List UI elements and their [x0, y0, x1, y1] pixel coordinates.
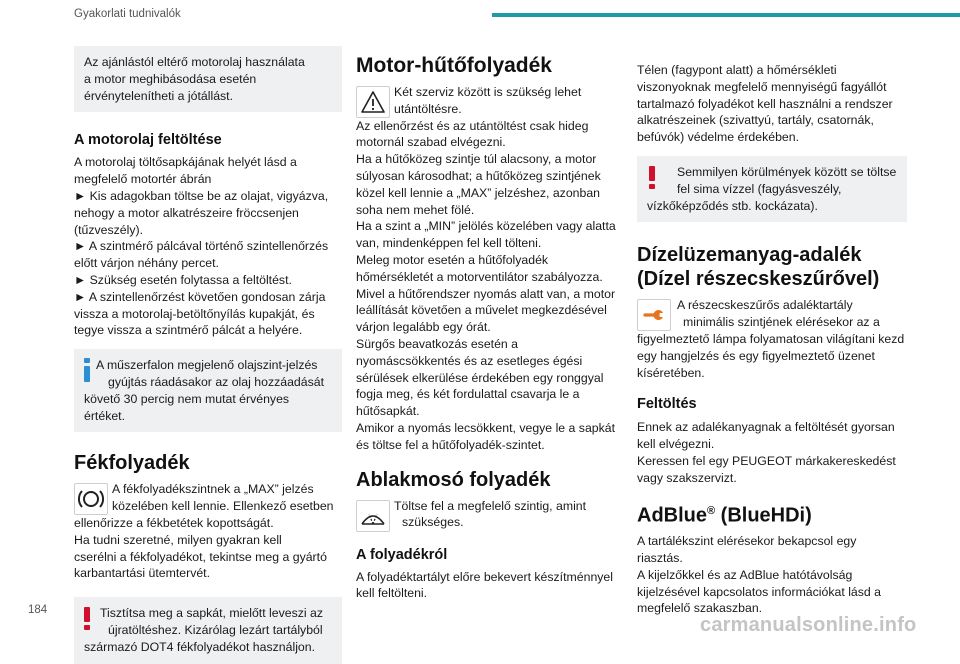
text-line: alkatrészeinek (szivattyú, tartály, csatornák,	[637, 113, 874, 128]
text-line: A fékfolyadékszintnek a „MAX” jelzés	[112, 482, 314, 497]
info-line: követő 30 percig nem mutat érvényes értéket.	[84, 391, 290, 423]
text-line: kíséretében.	[637, 365, 705, 380]
text-line: Két szerviz között is szükség lehet	[394, 85, 582, 99]
adblue-text	[637, 533, 907, 617]
text-line: Az ellenőrzést és az utántöltést csak hideg	[356, 118, 589, 133]
warning-triangle-icon	[356, 86, 390, 118]
note-line: érvénytelenítheti a jótállást.	[84, 88, 234, 103]
note-box-oil	[74, 46, 342, 112]
text-line: viszonyoknak megfelelő mennyiségű fagyállót	[637, 79, 887, 94]
warning-icon	[649, 166, 655, 190]
registered-mark: ®	[707, 504, 716, 517]
text-line: Télen (fagypont alatt) a hőmérsékleti	[637, 63, 837, 77]
text-line: vissza a motorolaj-betöltőnyílás kupakját, és	[74, 306, 315, 321]
text-line: Töltse fel a megfelelő szintig, amint	[394, 498, 587, 513]
text-line: van, mindenképpen fel kell tölteni.	[356, 236, 542, 251]
text-line: utántöltésre.	[394, 101, 462, 116]
warning-line: újratöltéshez. Kizárólag lezárt tartályból	[108, 622, 323, 637]
column-1	[74, 46, 342, 664]
text-line: ► A szintellenőrzést követően gondosan zárja	[74, 289, 326, 304]
adblue-heading-text: AdBlue	[637, 504, 707, 527]
text-line: hűtősapkát.	[356, 404, 420, 419]
warning-box-water	[637, 156, 907, 222]
text-line: előtt várjon néhány percet.	[74, 256, 219, 271]
text-line: és töltse fel a hűtőfolyadék-szintet.	[356, 437, 545, 452]
text-line: megfelelő motortér ábrán	[74, 172, 212, 187]
text-line: befúvók) védelme érdekében.	[637, 130, 800, 145]
column-2	[356, 54, 616, 602]
text-line: riasztás.	[637, 551, 683, 565]
adblue-heading-rest: (BlueHDi)	[715, 504, 812, 527]
text-line: Mivel a hűtőrendszer nyomás alatt van, a motor	[356, 286, 616, 301]
text-line: (tűzveszély).	[74, 222, 144, 237]
refill-heading: Feltöltés	[637, 396, 697, 413]
text-line: ellenőrizze a fékbetétek kopottságát.	[74, 515, 274, 530]
text-line: Meleg motor esetén a hűtőfolyadék	[356, 252, 549, 267]
oil-fill-text	[74, 154, 342, 339]
text-line: tartalmazó folyadékot kell használni a rendszer	[637, 96, 893, 111]
brake-fluid-icon	[74, 483, 108, 515]
page-number: 184	[28, 604, 48, 616]
text-line: karbantartási ütemtervét.	[74, 566, 211, 581]
wrench-icon	[637, 299, 671, 331]
header-accent-bar	[492, 13, 960, 17]
brake-fluid-heading: Fékfolyadék	[74, 452, 190, 475]
brake-fluid-text	[74, 481, 342, 582]
text-line: várjon legalább egy órát.	[356, 320, 491, 335]
coolant-heading: Motor-hűtőfolyadék	[356, 54, 552, 77]
text-line: Sürgős beavatkozás esetén a	[356, 336, 519, 351]
warning-line: származó DOT4 fékfolyadékot használjon.	[84, 639, 316, 654]
header-title: Gyakorlati tudnivalók	[74, 8, 181, 20]
coolant-text	[356, 84, 616, 454]
note-line: Az ajánlástól eltérő motorolaj használata	[84, 55, 305, 69]
text-line: Ha tudni szeretné, milyen gyakran kell	[74, 532, 282, 547]
fluids-text	[356, 569, 616, 603]
washer-fluid-text	[356, 498, 616, 534]
warning-line: Semmilyen körülmények között se töltse	[677, 164, 897, 179]
text-line: súlyosan károsodhat; a hűtőközeg szintjének	[356, 168, 601, 183]
info-icon	[84, 358, 90, 382]
text-line: vagy szakszervizt.	[637, 470, 737, 485]
text-line: nyomáscsökkentés és az esetleges égési	[356, 353, 583, 368]
text-line: kijelzésével kapcsolatos információkat lásd a	[637, 584, 882, 599]
text-line: A folyadéktartályt előre bekevert készítménnyel	[356, 569, 613, 584]
warning-icon	[84, 607, 90, 631]
warning-line: Tisztítsa meg a sapkát, mielőtt leveszi az	[100, 606, 324, 621]
diesel-heading-line: Dízelüzemanyag-adalék	[637, 244, 862, 267]
warning-line: fel sima vízzel (fagyásveszély,	[677, 181, 842, 196]
text-line: soha nem mehet fölé.	[356, 202, 475, 217]
text-line: ► Szükség esetén folytassa a feltöltést.	[74, 272, 292, 287]
diesel-additive-text	[637, 297, 907, 381]
diesel-additive-heading	[637, 243, 907, 291]
text-line: ► A szintmérő pálcával történő szintellenőrzés	[74, 239, 329, 254]
text-line: Keressen fel egy PEUGEOT márkakereskedést	[637, 453, 896, 468]
text-line: A tartálékszint elérésekor bekapcsol egy	[637, 534, 857, 549]
text-line: hőmérsékletét a motorventilátor szabályozza.	[356, 269, 603, 284]
oil-fill-heading: A motorolaj feltöltése	[74, 132, 222, 149]
text-line: fogja meg, és két fordulattal csavarja le a	[356, 387, 580, 402]
text-line: A részecskeszűrős adaléktartály	[677, 298, 853, 313]
text-line: egy hangjelzés és egy figyelmeztető üzenet	[637, 348, 875, 363]
refill-text	[637, 419, 907, 486]
text-line: közelében kell lennie. Ellenkező esetben	[112, 499, 334, 514]
adblue-heading	[637, 499, 907, 528]
text-line: szükséges.	[402, 515, 464, 530]
text-line: nehogy a motor alkatrészeire fröccsenjen	[74, 205, 299, 220]
info-box-oil-gauge	[74, 349, 342, 432]
text-line: cserélni a fékfolyadékot, tekintse meg a gyártó	[74, 549, 327, 564]
text-line: sérülések elkerülése érdekében egy ronggyal	[356, 370, 604, 385]
note-line: a motor meghibásodása esetén	[84, 71, 257, 86]
text-line: A kijelzőkkel és az AdBlue hatótávolság	[637, 567, 853, 582]
text-line: figyelmeztető lámpa folyamatosan világítani kezd	[637, 331, 905, 346]
info-line: gyújtás ráadásakor az olaj hozzáadását	[108, 374, 325, 389]
text-line: tegye vissza a szintmérő pálcát a helyére.	[74, 323, 303, 338]
text-line: kell feltölteni.	[356, 586, 428, 601]
warning-box-brake	[74, 597, 342, 663]
text-line: A motorolaj töltősapkájának helyét lásd a	[74, 155, 297, 170]
winter-text	[637, 62, 907, 146]
text-line: Ha a hűtőközeg szintje túl alacsony, a motor	[356, 152, 597, 167]
text-line: leállítását követően a művelet megkezdésével	[356, 303, 607, 318]
diesel-heading-line: (Dízel részecskeszűrővel)	[637, 268, 880, 291]
fluids-heading: A folyadékról	[356, 546, 448, 563]
text-line: motornál szabad elvégezni.	[356, 135, 506, 150]
text-line: minimális szintjének elérésekor az a	[683, 315, 880, 330]
watermark: carmanualsonline.info	[700, 614, 917, 636]
info-line: A műszerfalon megjelenő olajszint-jelzés	[96, 358, 318, 373]
windscreen-washer-icon	[356, 500, 390, 532]
washer-fluid-heading: Ablakmosó folyadék	[356, 468, 551, 491]
text-line: kell elvégezni.	[637, 437, 715, 452]
column-3	[637, 62, 907, 617]
text-line: Ennek az adalékanyagnak a feltöltését gyorsan	[637, 420, 895, 435]
text-line: megfelelő szakaszban.	[637, 601, 763, 616]
warning-line: vízkőképződés stb. kockázata).	[647, 198, 818, 213]
text-line: közel kell lennie a „MAX” jelzéshez, azonban	[356, 185, 601, 200]
text-line: ► Kis adagokban töltse be az olajat, vigyázva,	[74, 188, 329, 203]
text-line: Ha a szint a „MIN” jelölés közelében vagy alatta	[356, 219, 616, 234]
text-line: Amikor a nyomás lecsökkent, vegye le a sapkát	[356, 420, 616, 435]
